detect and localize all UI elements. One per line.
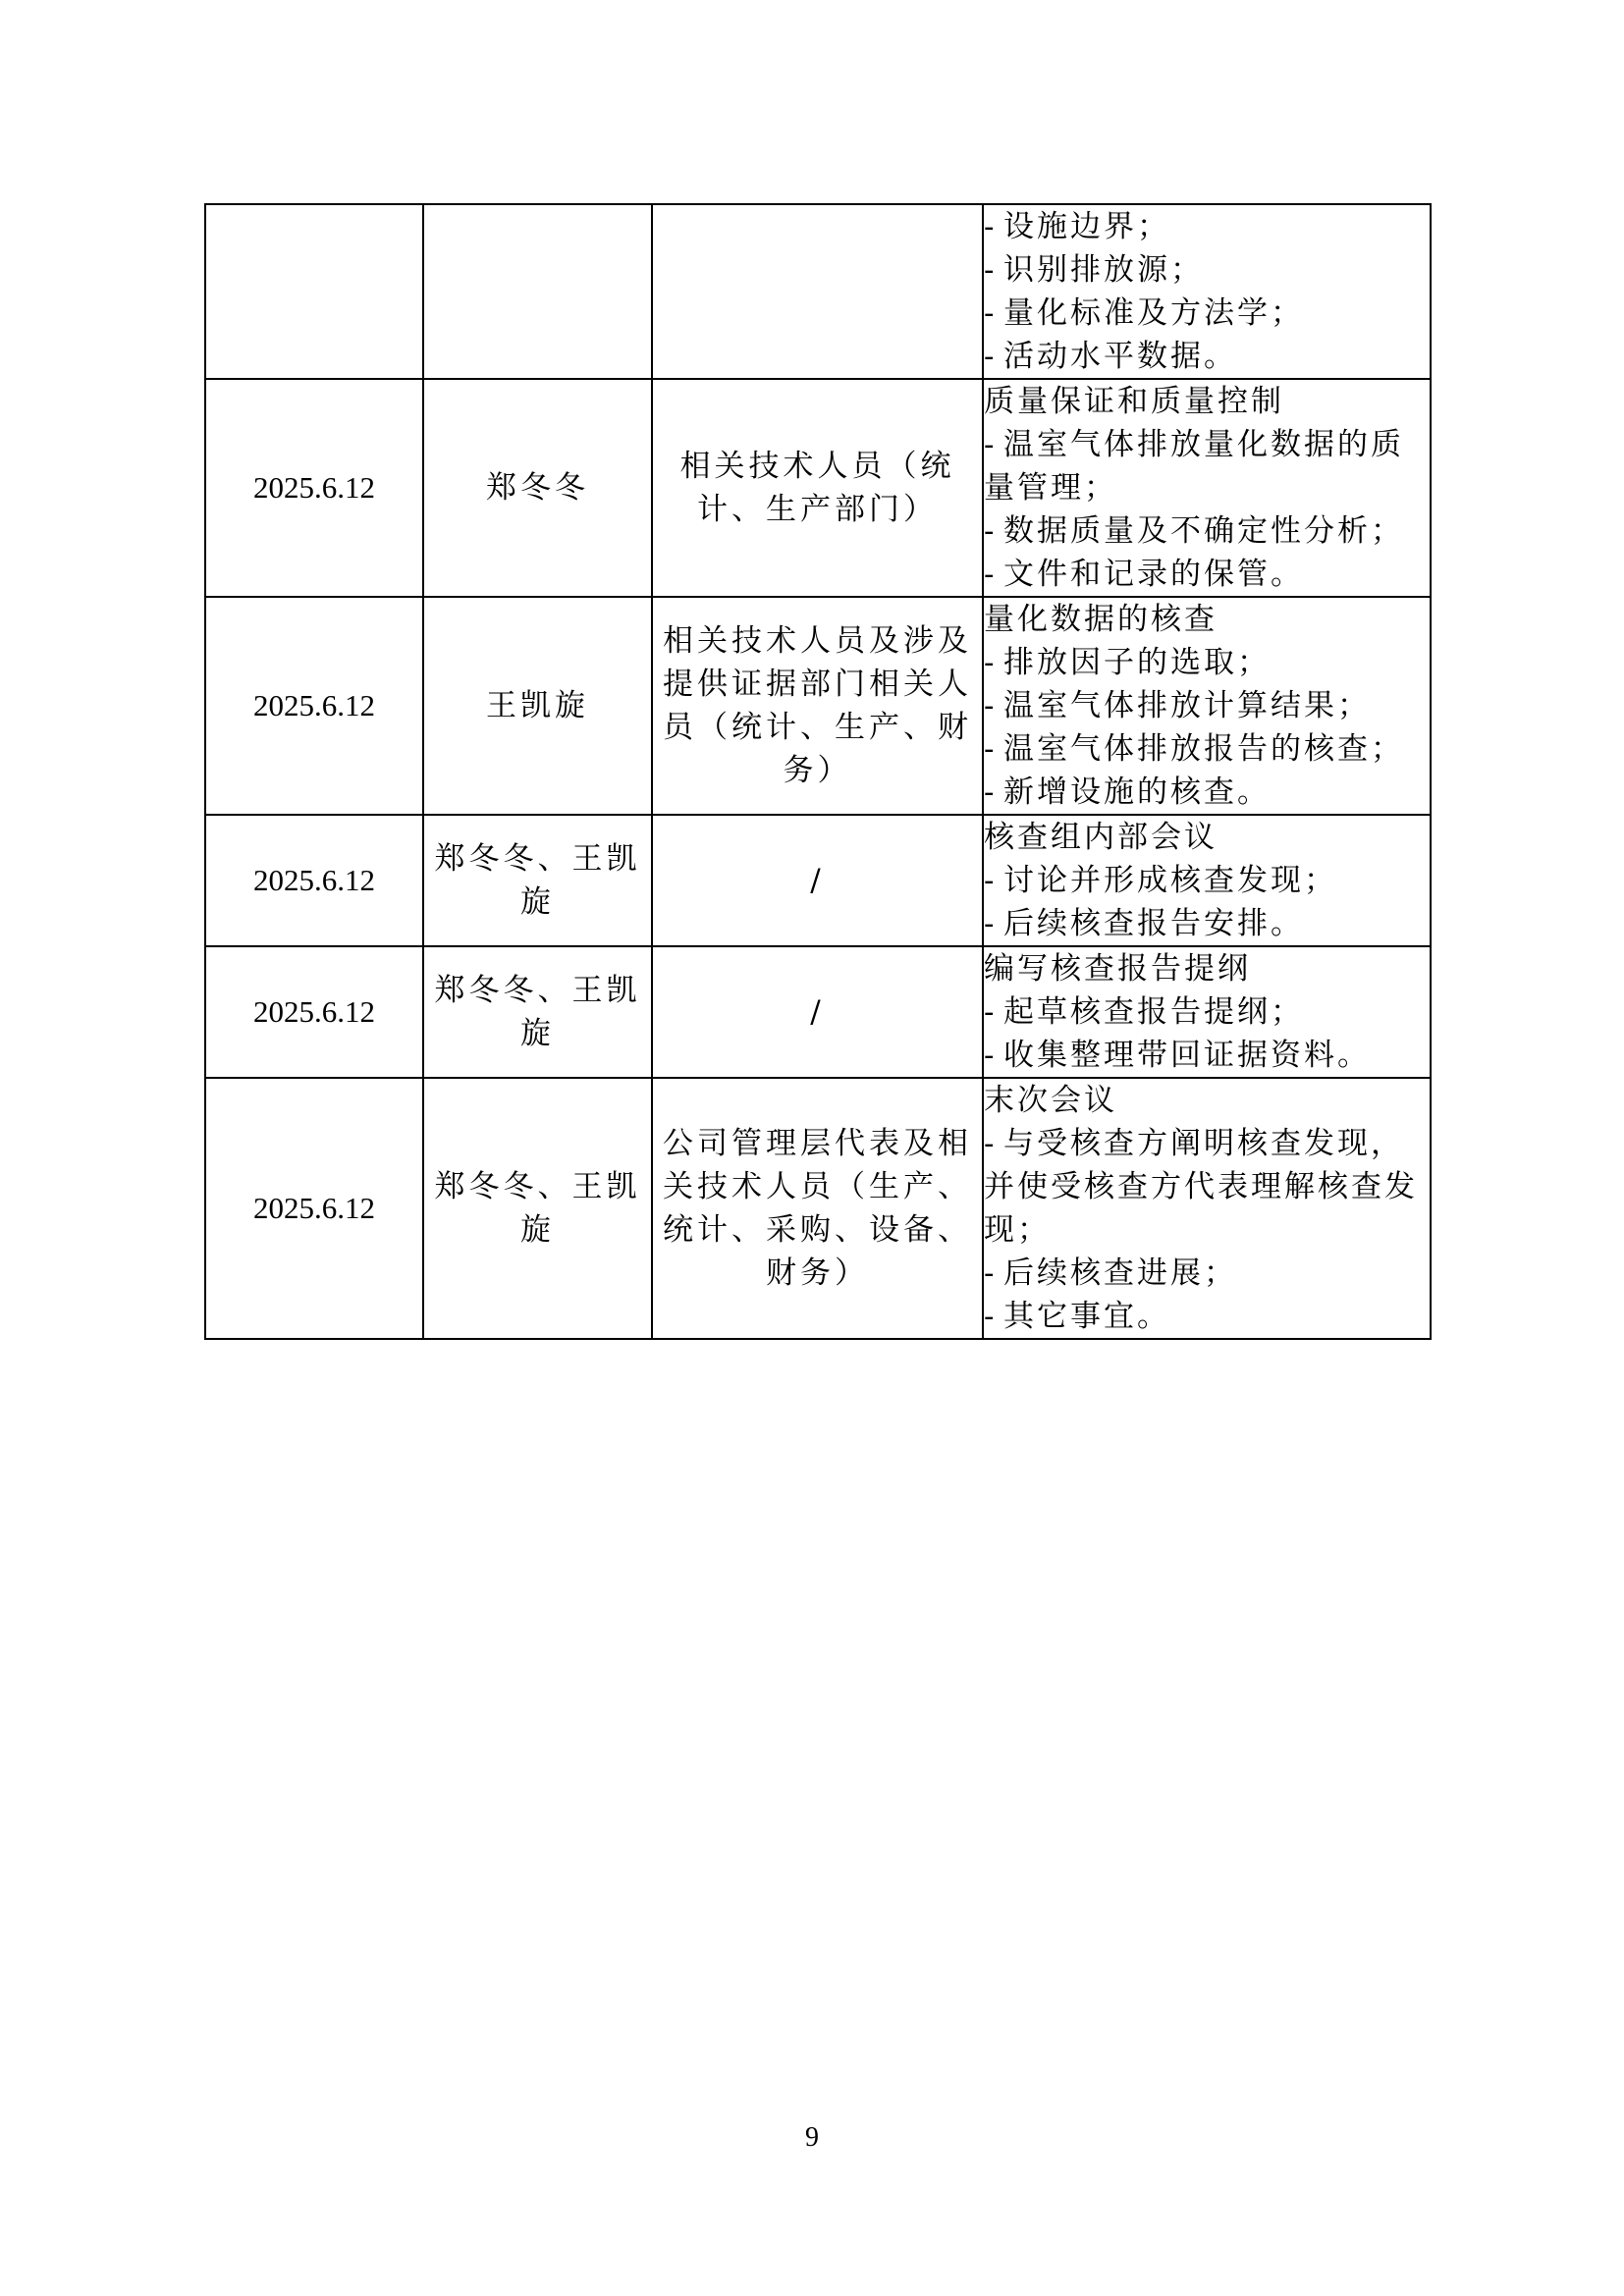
verifier-cell — [423, 815, 652, 946]
content-item — [984, 1252, 1430, 1295]
verifier-name: 郑冬冬、王凯旋 — [434, 1169, 641, 1248]
verifier-cell — [423, 946, 652, 1078]
content-item-text: 文件和记录的保管。 — [1003, 557, 1304, 592]
content-item-text: 新增设施的核查。 — [1003, 774, 1271, 810]
schedule-table-body — [205, 204, 1431, 1339]
content-cell — [983, 815, 1431, 946]
bullet-mark: - — [984, 1255, 998, 1291]
verifier-cell — [423, 1078, 652, 1339]
participants-cell — [652, 597, 983, 815]
content-title: 编写核查报告提纲 — [984, 951, 1251, 987]
content-item-text: 起草核查报告提纲； — [1003, 994, 1304, 1030]
content-item — [984, 684, 1430, 727]
bullet-mark: - — [984, 994, 998, 1030]
bullet-mark: - — [984, 557, 998, 592]
table-row — [205, 1078, 1431, 1339]
content-item — [984, 292, 1430, 335]
content-item — [984, 248, 1430, 292]
content-item — [984, 641, 1430, 684]
participants-text: / — [810, 994, 825, 1030]
content-item — [984, 990, 1430, 1034]
bullet-mark: - — [984, 906, 998, 941]
participants-cell — [652, 379, 983, 597]
table-row — [205, 946, 1431, 1078]
bullet-mark: - — [984, 863, 998, 898]
content-title: 量化数据的核查 — [984, 602, 1218, 637]
content-item — [984, 509, 1430, 553]
bullet-mark: - — [984, 731, 998, 767]
bullet-mark: - — [984, 645, 998, 680]
bullet-mark: - — [984, 209, 998, 244]
bullet-mark: - — [984, 252, 998, 288]
content-item — [984, 771, 1430, 814]
verifier-name: 郑冬冬、王凯旋 — [434, 973, 641, 1051]
verifier-name: 王凯旋 — [486, 688, 589, 723]
content-item-text: 其它事宜。 — [1003, 1299, 1170, 1334]
table-row — [205, 597, 1431, 815]
date-cell: 2025.6.12 — [205, 597, 423, 815]
content-item-text: 后续核查报告安排。 — [1003, 906, 1304, 941]
content-item — [984, 205, 1430, 248]
bullet-mark: - — [984, 1126, 998, 1161]
content-item — [984, 859, 1430, 902]
bullet-mark: - — [984, 339, 998, 374]
bullet-mark: - — [984, 295, 998, 331]
date-cell: 2025.6.12 — [205, 815, 423, 946]
participants-text: 相关技术人员（统计、生产部门） — [679, 449, 955, 527]
date-cell — [205, 204, 423, 379]
participants-text: 相关技术人员及涉及提供证据部门相关人员（统计、生产、财务） — [663, 623, 972, 788]
content-title: 末次会议 — [984, 1083, 1117, 1118]
content-item-text: 与受核查方阐明核查发现，并使受核查方代表理解核查发现； — [984, 1126, 1418, 1248]
verifier-cell — [423, 379, 652, 597]
content-item — [984, 1295, 1430, 1338]
content-item-text: 温室气体排放量化数据的质量管理； — [984, 427, 1404, 506]
content-item-text: 设施边界； — [1003, 209, 1170, 244]
content-item — [984, 1034, 1430, 1077]
participants-text: / — [810, 863, 825, 898]
verification-schedule-table — [204, 203, 1432, 1340]
content-item-text: 温室气体排放报告的核查； — [1003, 731, 1404, 767]
bullet-mark: - — [984, 427, 998, 462]
bullet-mark: - — [984, 1299, 998, 1334]
content-item-text: 讨论并形成核查发现； — [1003, 863, 1337, 898]
verifier-name: 郑冬冬 — [486, 470, 589, 506]
date-cell: 2025.6.12 — [205, 379, 423, 597]
content-title: 质量保证和质量控制 — [984, 384, 1284, 419]
content-title: 核查组内部会议 — [984, 820, 1218, 855]
content-cell — [983, 946, 1431, 1078]
content-item-text: 识别排放源； — [1003, 252, 1204, 288]
table-row — [205, 379, 1431, 597]
content-item-text: 数据质量及不确定性分析； — [1003, 513, 1404, 549]
content-item-text: 排放因子的选取； — [1003, 645, 1271, 680]
content-item-text: 收集整理带回证据资料。 — [1003, 1038, 1371, 1073]
page-number: 9 — [805, 2122, 819, 2153]
table-row — [205, 204, 1431, 379]
content-item — [984, 423, 1430, 509]
participants-cell — [652, 946, 983, 1078]
bullet-mark: - — [984, 1038, 998, 1073]
bullet-mark: - — [984, 513, 998, 549]
content-item-text: 活动水平数据。 — [1003, 339, 1237, 374]
participants-cell — [652, 1078, 983, 1339]
bullet-mark: - — [984, 688, 998, 723]
date-cell: 2025.6.12 — [205, 946, 423, 1078]
content-cell — [983, 204, 1431, 379]
verifier-cell — [423, 204, 652, 379]
participants-text: 公司管理层代表及相关技术人员（生产、统计、采购、设备、财务） — [663, 1126, 972, 1291]
content-item-text: 后续核查进展； — [1003, 1255, 1237, 1291]
verifier-name: 郑冬冬、王凯旋 — [434, 841, 641, 920]
participants-cell — [652, 815, 983, 946]
content-cell — [983, 597, 1431, 815]
content-item — [984, 553, 1430, 596]
verifier-cell — [423, 597, 652, 815]
participants-cell — [652, 204, 983, 379]
content-cell — [983, 379, 1431, 597]
content-item — [984, 335, 1430, 378]
content-item-text: 量化标准及方法学； — [1003, 295, 1304, 331]
content-item — [984, 727, 1430, 771]
content-item — [984, 902, 1430, 945]
bullet-mark: - — [984, 774, 998, 810]
content-cell — [983, 1078, 1431, 1339]
content-item — [984, 1122, 1430, 1252]
date-cell: 2025.6.12 — [205, 1078, 423, 1339]
content-item-text: 温室气体排放计算结果； — [1003, 688, 1371, 723]
table-row — [205, 815, 1431, 946]
